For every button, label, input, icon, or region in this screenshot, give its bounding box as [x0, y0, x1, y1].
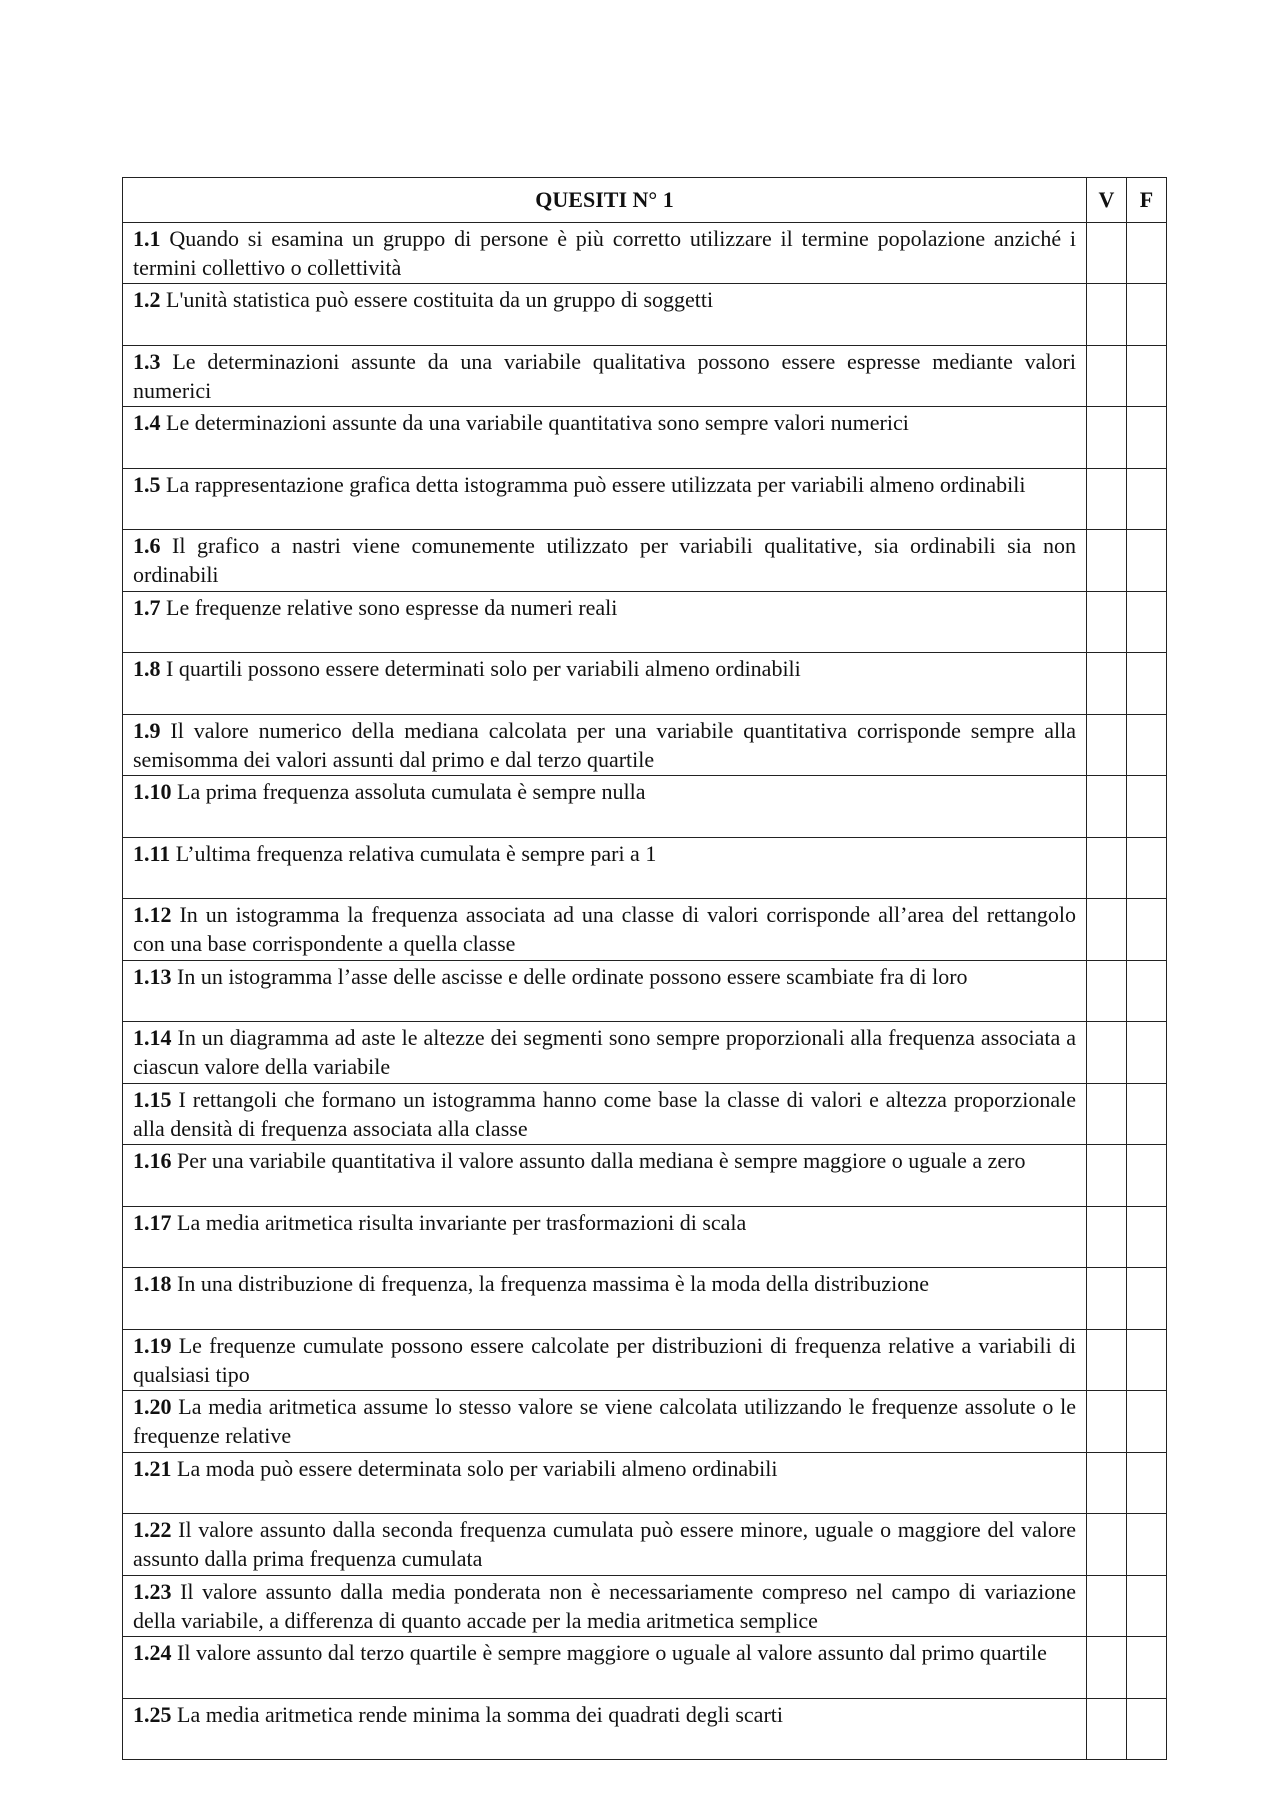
true-column-header: V [1087, 178, 1127, 223]
answer-false-cell[interactable] [1127, 1514, 1167, 1576]
question-cell [123, 469, 1087, 530]
question-row [123, 838, 1167, 899]
question-row [123, 1576, 1167, 1637]
answer-false-cell[interactable] [1127, 1637, 1167, 1699]
question-row [123, 346, 1167, 407]
question-row [123, 1391, 1167, 1453]
question-number: 1.8 [133, 656, 161, 681]
question-text: La moda può essere determinata solo per variabili almeno ordinabili [177, 1456, 778, 1481]
question-number: 1.6 [133, 533, 161, 558]
question-cell [123, 838, 1087, 899]
answer-true-cell[interactable] [1087, 715, 1127, 776]
question-row [123, 715, 1167, 776]
question-text: Le frequenze cumulate possono essere calcolate per distribuzioni di frequenza relative a variabili di qualsiasi tipo [133, 1333, 1077, 1387]
quiz-body [123, 223, 1167, 1760]
answer-false-cell[interactable] [1127, 1145, 1167, 1207]
question-row [123, 1145, 1167, 1207]
answer-true-cell[interactable] [1087, 469, 1127, 530]
question-row [123, 1330, 1167, 1391]
question-row [123, 1453, 1167, 1514]
question-number: 1.18 [133, 1271, 172, 1296]
question-text: La rappresentazione grafica detta istogramma può essere utilizzata per variabili almeno ordinabili [166, 472, 1026, 497]
question-text: In una distribuzione di frequenza, la frequenza massima è la moda della distribuzione [177, 1271, 929, 1296]
question-number: 1.2 [133, 287, 161, 312]
question-cell [123, 1391, 1087, 1453]
question-cell [123, 1330, 1087, 1391]
answer-false-cell[interactable] [1127, 653, 1167, 715]
answer-true-cell[interactable] [1087, 346, 1127, 407]
question-number: 1.15 [133, 1087, 172, 1112]
question-number: 1.5 [133, 472, 161, 497]
answer-false-cell[interactable] [1127, 530, 1167, 592]
question-row [123, 592, 1167, 653]
question-text: Il grafico a nastri viene comunemente utilizzato per variabili qualitative, sia ordinabili sia non ordinabili [133, 533, 1077, 587]
header-row [123, 178, 1167, 223]
question-text: Il valore numerico della mediana calcolata per una variabile quantitativa corrisponde sempre alla semisomma dei valori assunti dal primo e dal terzo quartile [133, 718, 1076, 772]
question-cell [123, 407, 1087, 469]
answer-false-cell[interactable] [1127, 1268, 1167, 1330]
question-cell [123, 776, 1087, 838]
answer-true-cell[interactable] [1087, 1637, 1127, 1699]
question-number: 1.17 [133, 1210, 172, 1235]
question-row [123, 776, 1167, 838]
answer-true-cell[interactable] [1087, 530, 1127, 592]
question-text: Quando si esamina un gruppo di persone è più corretto utilizzare il termine popolazione anziché i termini collettivo o collettività [133, 226, 1076, 280]
question-text: La media aritmetica risulta invariante per trasformazioni di scala [177, 1210, 747, 1235]
question-row [123, 1268, 1167, 1330]
question-cell [123, 1022, 1087, 1084]
quiz-title: QUESITI N° 1 [123, 178, 1087, 223]
question-number: 1.4 [133, 410, 161, 435]
answer-true-cell[interactable] [1087, 1022, 1127, 1084]
answer-true-cell[interactable] [1087, 1576, 1127, 1637]
question-number: 1.12 [133, 902, 172, 927]
answer-true-cell[interactable] [1087, 1207, 1127, 1268]
question-cell [123, 223, 1087, 284]
question-row [123, 407, 1167, 469]
answer-true-cell[interactable] [1087, 1084, 1127, 1145]
question-cell [123, 1453, 1087, 1514]
question-row [123, 1514, 1167, 1576]
question-number: 1.11 [133, 841, 171, 866]
question-cell [123, 961, 1087, 1022]
question-text: Il valore assunto dalla seconda frequenza cumulata può essere minore, uguale o maggiore del valore assunto dalla prima frequenza cumulata [133, 1517, 1077, 1571]
question-number: 1.10 [133, 779, 172, 804]
question-text: I quartili possono essere determinati solo per variabili almeno ordinabili [166, 656, 801, 681]
question-cell [123, 346, 1087, 407]
answer-false-cell[interactable] [1127, 1391, 1167, 1453]
question-number: 1.1 [133, 226, 161, 251]
answer-false-cell[interactable] [1127, 776, 1167, 838]
question-number: 1.9 [133, 718, 161, 743]
question-row [123, 1207, 1167, 1268]
question-cell [123, 1084, 1087, 1145]
answer-false-cell[interactable] [1127, 1330, 1167, 1391]
answer-true-cell[interactable] [1087, 1145, 1127, 1207]
answer-false-cell[interactable] [1127, 223, 1167, 284]
question-row [123, 530, 1167, 592]
answer-true-cell[interactable] [1087, 284, 1127, 346]
question-cell [123, 1637, 1087, 1699]
question-number: 1.23 [133, 1579, 172, 1604]
question-row [123, 284, 1167, 346]
answer-true-cell[interactable] [1087, 1514, 1127, 1576]
question-text: La media aritmetica assume lo stesso valore se viene calcolata utilizzando le frequenze assolute o le frequenze relative [133, 1394, 1076, 1448]
question-number: 1.24 [133, 1640, 172, 1665]
question-text: Le determinazioni assunte da una variabile qualitativa possono essere espresse mediante valori numerici [133, 349, 1076, 403]
answer-false-cell[interactable] [1127, 715, 1167, 776]
question-cell [123, 1145, 1087, 1207]
question-cell [123, 592, 1087, 653]
question-row [123, 223, 1167, 284]
question-cell [123, 899, 1087, 961]
question-text: L'unità statistica può essere costituita da un gruppo di soggetti [166, 287, 714, 312]
question-row [123, 1637, 1167, 1699]
answer-false-cell[interactable] [1127, 1576, 1167, 1637]
question-cell [123, 530, 1087, 592]
question-number: 1.16 [133, 1148, 172, 1173]
question-number: 1.21 [133, 1456, 172, 1481]
question-cell [123, 1268, 1087, 1330]
answer-false-cell[interactable] [1127, 407, 1167, 469]
answer-false-cell[interactable] [1127, 961, 1167, 1022]
answer-false-cell[interactable] [1127, 1084, 1167, 1145]
question-text: Il valore assunto dalla media ponderata non è necessariamente compreso nel campo di variazione della variabile, a differenza di quanto accade per la media aritmetica semplice [133, 1579, 1077, 1633]
question-row [123, 1022, 1167, 1084]
question-number: 1.19 [133, 1333, 172, 1358]
question-row [123, 653, 1167, 715]
question-text: Le frequenze relative sono espresse da numeri reali [166, 595, 618, 620]
answer-true-cell[interactable] [1087, 961, 1127, 1022]
question-row [123, 1084, 1167, 1145]
answer-true-cell[interactable] [1087, 1330, 1127, 1391]
quiz-table [122, 177, 1167, 1760]
question-text: La prima frequenza assoluta cumulata è sempre nulla [177, 779, 646, 804]
question-row [123, 469, 1167, 530]
answer-false-cell[interactable] [1127, 469, 1167, 530]
quiz-page [122, 177, 1166, 1760]
question-text: Il valore assunto dal terzo quartile è sempre maggiore o uguale al valore assunto dal primo quartile [177, 1640, 1047, 1665]
question-text: L’ultima frequenza relativa cumulata è sempre pari a 1 [175, 841, 657, 866]
question-cell [123, 284, 1087, 346]
answer-true-cell[interactable] [1087, 1391, 1127, 1453]
answer-false-cell[interactable] [1127, 284, 1167, 346]
question-number: 1.20 [133, 1394, 172, 1419]
answer-false-cell[interactable] [1127, 1207, 1167, 1268]
answer-true-cell[interactable] [1087, 1699, 1127, 1760]
answer-false-cell[interactable] [1127, 899, 1167, 961]
question-cell [123, 1207, 1087, 1268]
answer-true-cell[interactable] [1087, 838, 1127, 899]
answer-true-cell[interactable] [1087, 407, 1127, 469]
question-text: In un diagramma ad aste le altezze dei segmenti sono sempre proporzionali alla frequenza associata a ciascun valore della variabile [133, 1025, 1077, 1079]
question-number: 1.7 [133, 595, 161, 620]
question-row [123, 1699, 1167, 1760]
answer-true-cell[interactable] [1087, 1268, 1127, 1330]
question-text: In un istogramma la frequenza associata ad una classe di valori corrisponde all’area del rettangolo con una base corrispondente a quella classe [133, 902, 1076, 956]
answer-false-cell[interactable] [1127, 838, 1167, 899]
question-text: Le determinazioni assunte da una variabile quantitativa sono sempre valori numerici [166, 410, 909, 435]
answer-false-cell[interactable] [1127, 592, 1167, 653]
question-number: 1.22 [133, 1517, 172, 1542]
answer-true-cell[interactable] [1087, 776, 1127, 838]
answer-true-cell[interactable] [1087, 653, 1127, 715]
question-text: I rettangoli che formano un istogramma hanno come base la classe di valori e altezza proporzionale alla densità di frequenza associata alla classe [133, 1087, 1077, 1141]
question-text: Per una variabile quantitativa il valore assunto dalla mediana è sempre maggiore o uguale a zero [177, 1148, 1026, 1173]
answer-true-cell[interactable] [1087, 223, 1127, 284]
question-row [123, 899, 1167, 961]
answer-false-cell[interactable] [1127, 346, 1167, 407]
question-cell [123, 1514, 1087, 1576]
question-text: In un istogramma l’asse delle ascisse e delle ordinate possono essere scambiate fra di loro [177, 964, 968, 989]
answer-true-cell[interactable] [1087, 899, 1127, 961]
question-number: 1.14 [133, 1025, 172, 1050]
question-row [123, 961, 1167, 1022]
question-number: 1.13 [133, 964, 172, 989]
answer-true-cell[interactable] [1087, 1453, 1127, 1514]
question-cell [123, 715, 1087, 776]
question-cell [123, 653, 1087, 715]
question-cell [123, 1576, 1087, 1637]
question-text: La media aritmetica rende minima la somma dei quadrati degli scarti [177, 1702, 783, 1727]
answer-false-cell[interactable] [1127, 1022, 1167, 1084]
false-column-header: F [1127, 178, 1167, 223]
answer-false-cell[interactable] [1127, 1453, 1167, 1514]
question-number: 1.3 [133, 349, 161, 374]
answer-false-cell[interactable] [1127, 1699, 1167, 1760]
question-number: 1.25 [133, 1702, 172, 1727]
answer-true-cell[interactable] [1087, 592, 1127, 653]
question-cell [123, 1699, 1087, 1760]
